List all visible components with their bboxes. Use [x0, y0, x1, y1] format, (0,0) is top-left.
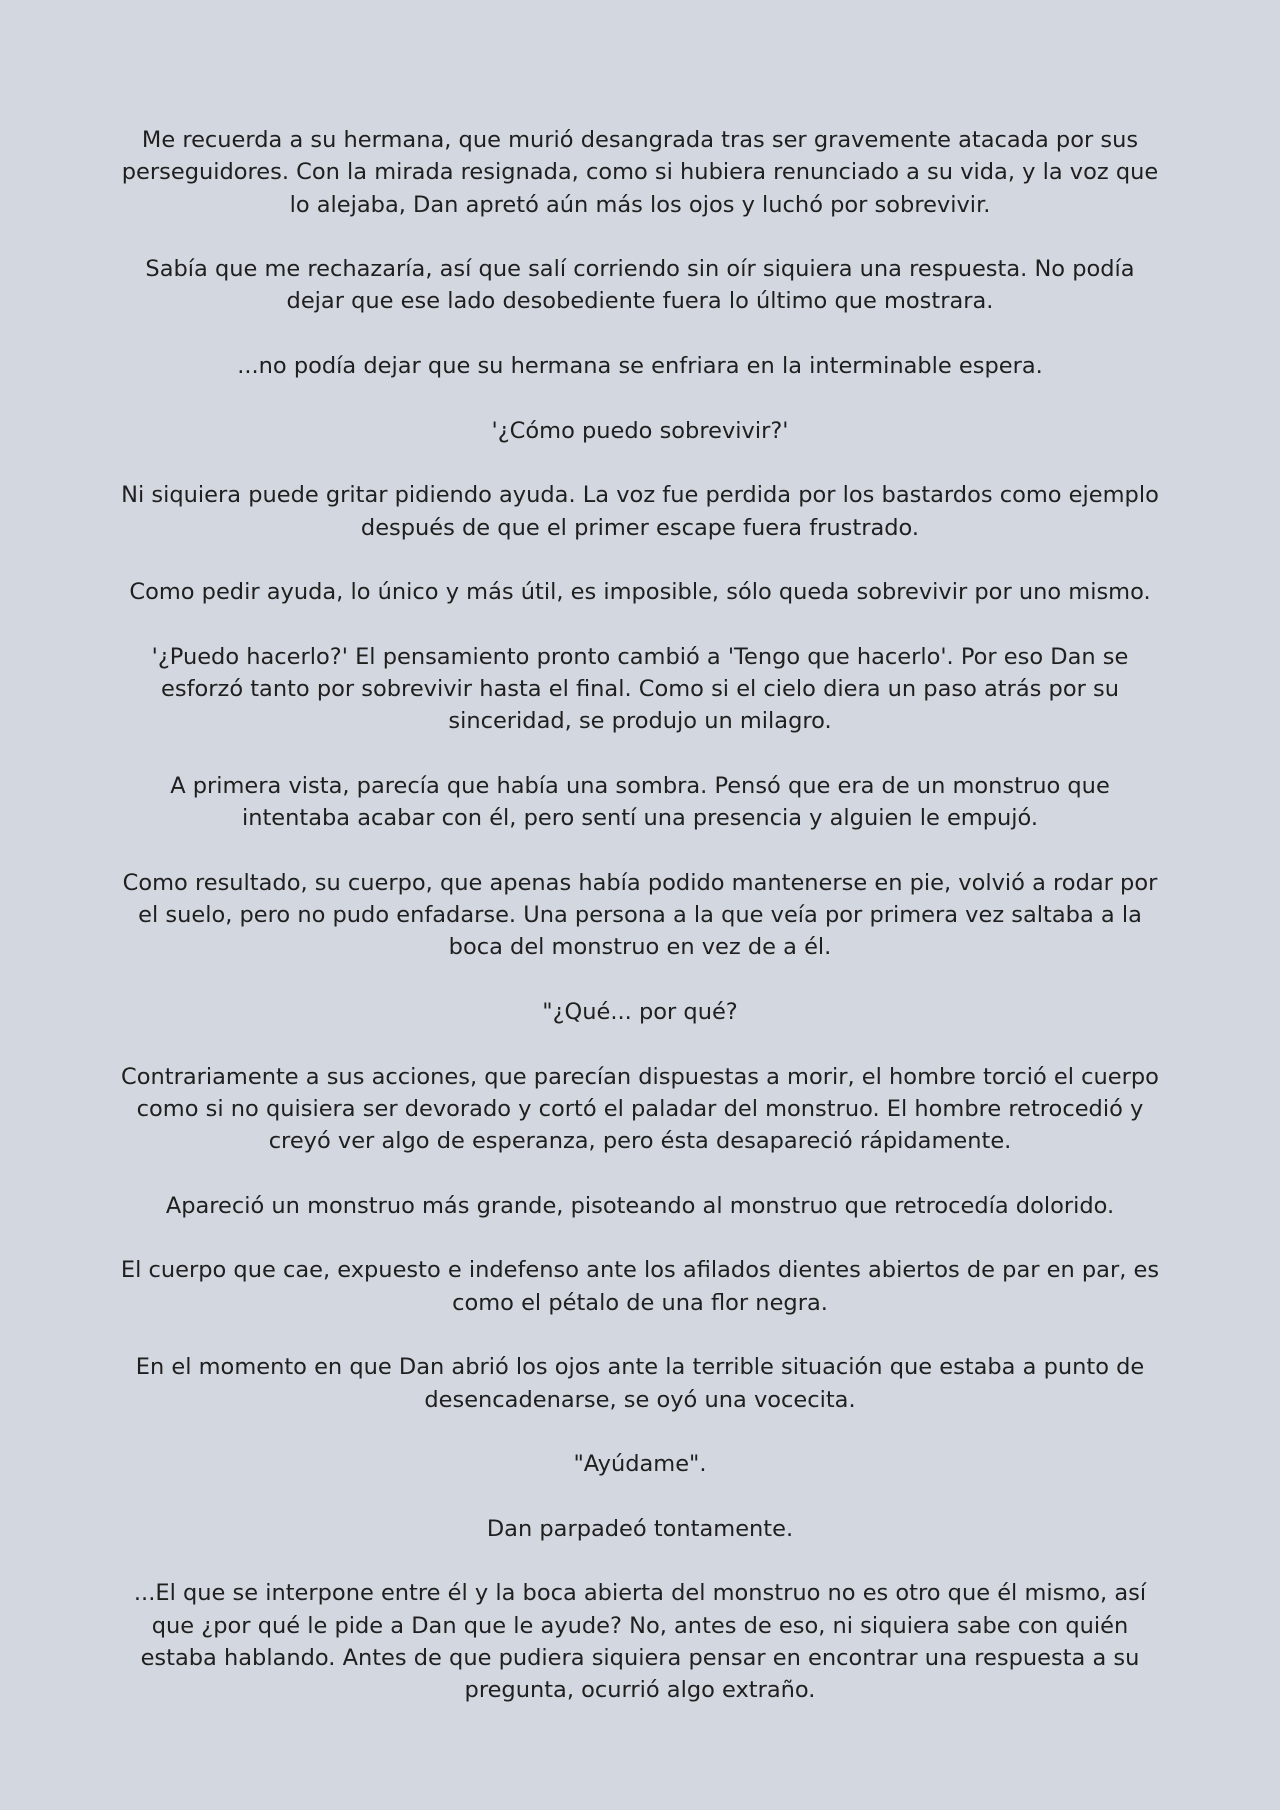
paragraph-8: A primera vista, parecía que había una sombra. Pensó que era de un monstruo que intentaba acabar con él, pero sentí una presencia y alguien le empujó. — [170, 772, 1110, 832]
paragraph-11: Contrariamente a sus acciones, que parecían dispuestas a morir, el hombre torció el cuerpo como si no quisiera ser devorado y cortó el paladar del monstruo. El hombre retrocedió y creyó ver algo de esperanza, pero ésta desapareció rápidamente. — [121, 1063, 1159, 1155]
paragraph-9: Como resultado, su cuerpo, que apenas había podido mantenerse en pie, volvió a rodar por el suelo, pero no pudo enfadarse. Una persona a la que veía por primera vez saltaba a la boca del monstruo en vez de a él. — [122, 869, 1158, 961]
paragraph-10: "¿Qué... por qué? — [542, 999, 738, 1026]
paragraph-4: '¿Cómo puedo sobrevivir?' — [491, 417, 789, 444]
paragraph-15: "Ayúdame". — [573, 1451, 707, 1478]
paragraph-3: ...no podía dejar que su hermana se enfriara en la interminable espera. — [237, 353, 1043, 380]
paragraph-12: Apareció un monstruo más grande, pisoteando al monstruo que retrocedía dolorido. — [165, 1192, 1115, 1219]
paragraph-7: '¿Puedo hacerlo?' El pensamiento pronto cambió a 'Tengo que hacerlo'. Por eso Dan se esforzó tanto por sobrevivir hasta el final. Como si el cielo diera un paso atrás por su sinceridad, se produjo un milagro. — [151, 643, 1129, 735]
paragraph-2: Sabía que me rechazaría, así que salí corriendo sin oír siquiera una respuesta. No podía dejar que ese lado desobediente fuera lo último que mostrara. — [145, 256, 1135, 315]
paragraph-1: Me recuerda a su hermana, que murió desangrada tras ser gravemente atacada por sus perseguidores. Con la mirada resignada, como si hubiera renunciado a su vida, y la voz que lo alejaba, Dan apretó aún más los ojos y luchó por sobrevivir. — [121, 127, 1159, 218]
paragraph-6: Como pedir ayuda, lo único y más útil, es imposible, sólo queda sobrevivir por uno mismo. — [129, 579, 1151, 606]
document-body — [118, 124, 1162, 1739]
paragraph-13: El cuerpo que cae, expuesto e indefenso ante los afilados dientes abiertos de par en par, es como el pétalo de una flor negra. — [120, 1257, 1160, 1316]
paragraph-17: ...El que se interpone entre él y la boca abierta del monstruo no es otro que él mismo, así que ¿por qué le pide a Dan que le ayude? No, antes de eso, ni siquiera sabe con quién estaba hablando. Antes de que pudiera siquiera pensar en encontrar una respuesta a su pregunta, ocurrió algo extraño. — [133, 1580, 1147, 1704]
paragraph-16: Dan parpadeó tontamente. — [486, 1515, 794, 1542]
paragraph-5: Ni siquiera puede gritar pidiendo ayuda. La voz fue perdida por los bastardos como ejemplo después de que el primer escape fuera frustrado. — [121, 482, 1159, 541]
paragraph-14: En el momento en que Dan abrió los ojos ante la terrible situación que estaba a punto de desencadenarse, se oyó una vocecita. — [135, 1354, 1145, 1413]
